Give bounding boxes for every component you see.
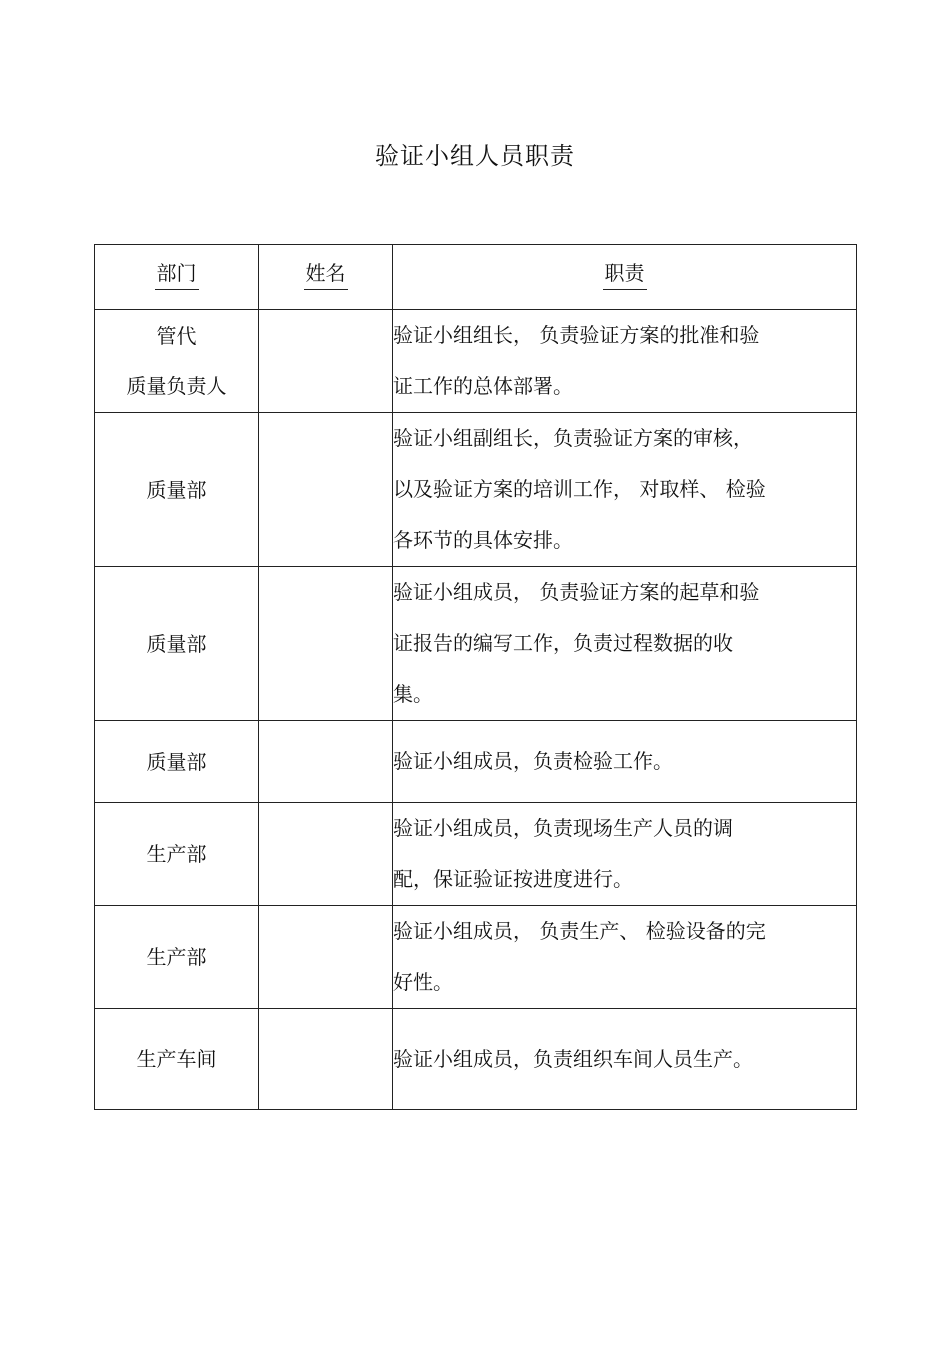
table-row [95,721,857,803]
table-row [95,1009,857,1110]
table-header-row [95,245,857,310]
duty-cell: 验证小组成员， 负责生产、 检验设备的完 好性。 [393,906,857,1009]
name-cell [259,803,393,906]
table-row [95,413,857,567]
duty-cell: 验证小组成员，负责检验工作。 [393,721,857,803]
header-name: 姓名 [259,245,393,310]
table-row [95,567,857,721]
header-duty: 职责 [393,245,857,310]
name-cell [259,413,393,567]
responsibility-table [94,244,857,1110]
name-cell [259,567,393,721]
duty-cell: 验证小组成员，负责组织车间人员生产。 [393,1009,857,1110]
duty-cell: 验证小组成员， 负责验证方案的起草和验 证报告的编写工作，负责过程数据的收 集。 [393,567,857,721]
dept-cell: 管代 质量负责人 [95,310,259,413]
table-row [95,310,857,413]
dept-cell: 生产部 [95,803,259,906]
header-dept: 部门 [95,245,259,310]
table-row [95,803,857,906]
dept-cell: 生产部 [95,906,259,1009]
dept-cell: 质量部 [95,721,259,803]
duty-cell: 验证小组组长， 负责验证方案的批准和验 证工作的总体部署。 [393,310,857,413]
name-cell [259,721,393,803]
document-title: 验证小组人员职责 [375,142,575,170]
dept-cell: 质量部 [95,567,259,721]
table-row [95,906,857,1009]
name-cell [259,906,393,1009]
dept-cell: 质量部 [95,413,259,567]
duty-cell: 验证小组成员，负责现场生产人员的调 配，保证验证按进度进行。 [393,803,857,906]
dept-cell: 生产车间 [95,1009,259,1110]
name-cell [259,310,393,413]
duty-cell: 验证小组副组长，负责验证方案的审核， 以及验证方案的培训工作， 对取样、 检验 各环节的具体安排。 [393,413,857,567]
name-cell [259,1009,393,1110]
